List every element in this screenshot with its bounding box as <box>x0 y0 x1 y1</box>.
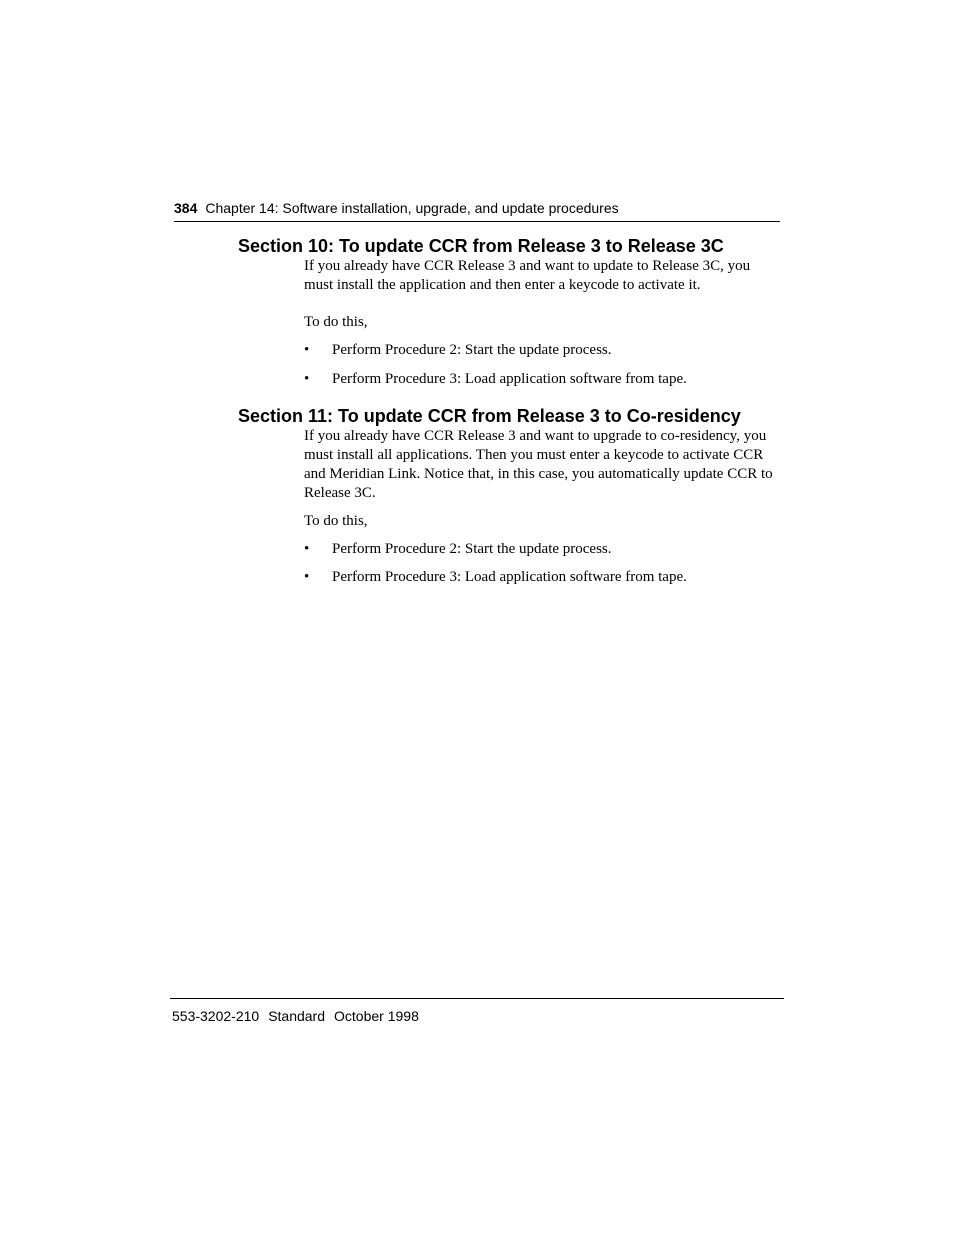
section-10 <box>238 235 783 389</box>
document-status: Standard <box>268 1008 326 1024</box>
page-footer <box>172 1007 428 1025</box>
section-11 <box>238 405 783 587</box>
bullet-icon: • <box>304 541 310 557</box>
bullet-icon: • <box>304 371 310 387</box>
list-item: • Perform Procedure 2: Start the update process. <box>304 541 612 557</box>
section-body <box>304 257 780 389</box>
list-item: • Perform Procedure 3: Load application software from tape. <box>304 569 687 585</box>
lead-in-text: To do this, <box>304 314 368 330</box>
document-date: October 1998 <box>334 1008 419 1024</box>
bullet-icon: • <box>304 342 310 358</box>
bullet-icon: • <box>304 569 310 585</box>
header-divider <box>174 221 780 222</box>
footer-divider <box>170 998 784 999</box>
document-number: 553-3202-210 <box>172 1008 260 1024</box>
bullet-list <box>304 540 780 587</box>
chapter-title: Chapter 14: Software installation, upgrade, and update procedures <box>205 200 619 216</box>
lead-in-text: To do this, <box>304 513 368 529</box>
bullet-list <box>304 341 780 389</box>
section-paragraph: If you already have CCR Release 3 and want to upgrade to co-residency, you must install all applications. Then you must enter a keycode to activate CCR and Meridian Link. Notice that, in this case, you automatically update CCR to Release 3C. <box>304 428 773 501</box>
page-header <box>174 199 780 217</box>
section-heading: Section 11: To update CCR from Release 3 to Co-residency <box>238 406 741 426</box>
section-paragraph: If you already have CCR Release 3 and want to update to Release 3C, you must install the application and then enter a keycode to activate it. <box>304 258 751 293</box>
section-body <box>304 427 780 587</box>
page-number: 384 <box>174 200 198 216</box>
section-heading: Section 10: To update CCR from Release 3 to Release 3C <box>238 236 724 256</box>
list-item: • Perform Procedure 2: Start the update process. <box>304 342 612 358</box>
list-item: • Perform Procedure 3: Load application software from tape. <box>304 371 687 387</box>
